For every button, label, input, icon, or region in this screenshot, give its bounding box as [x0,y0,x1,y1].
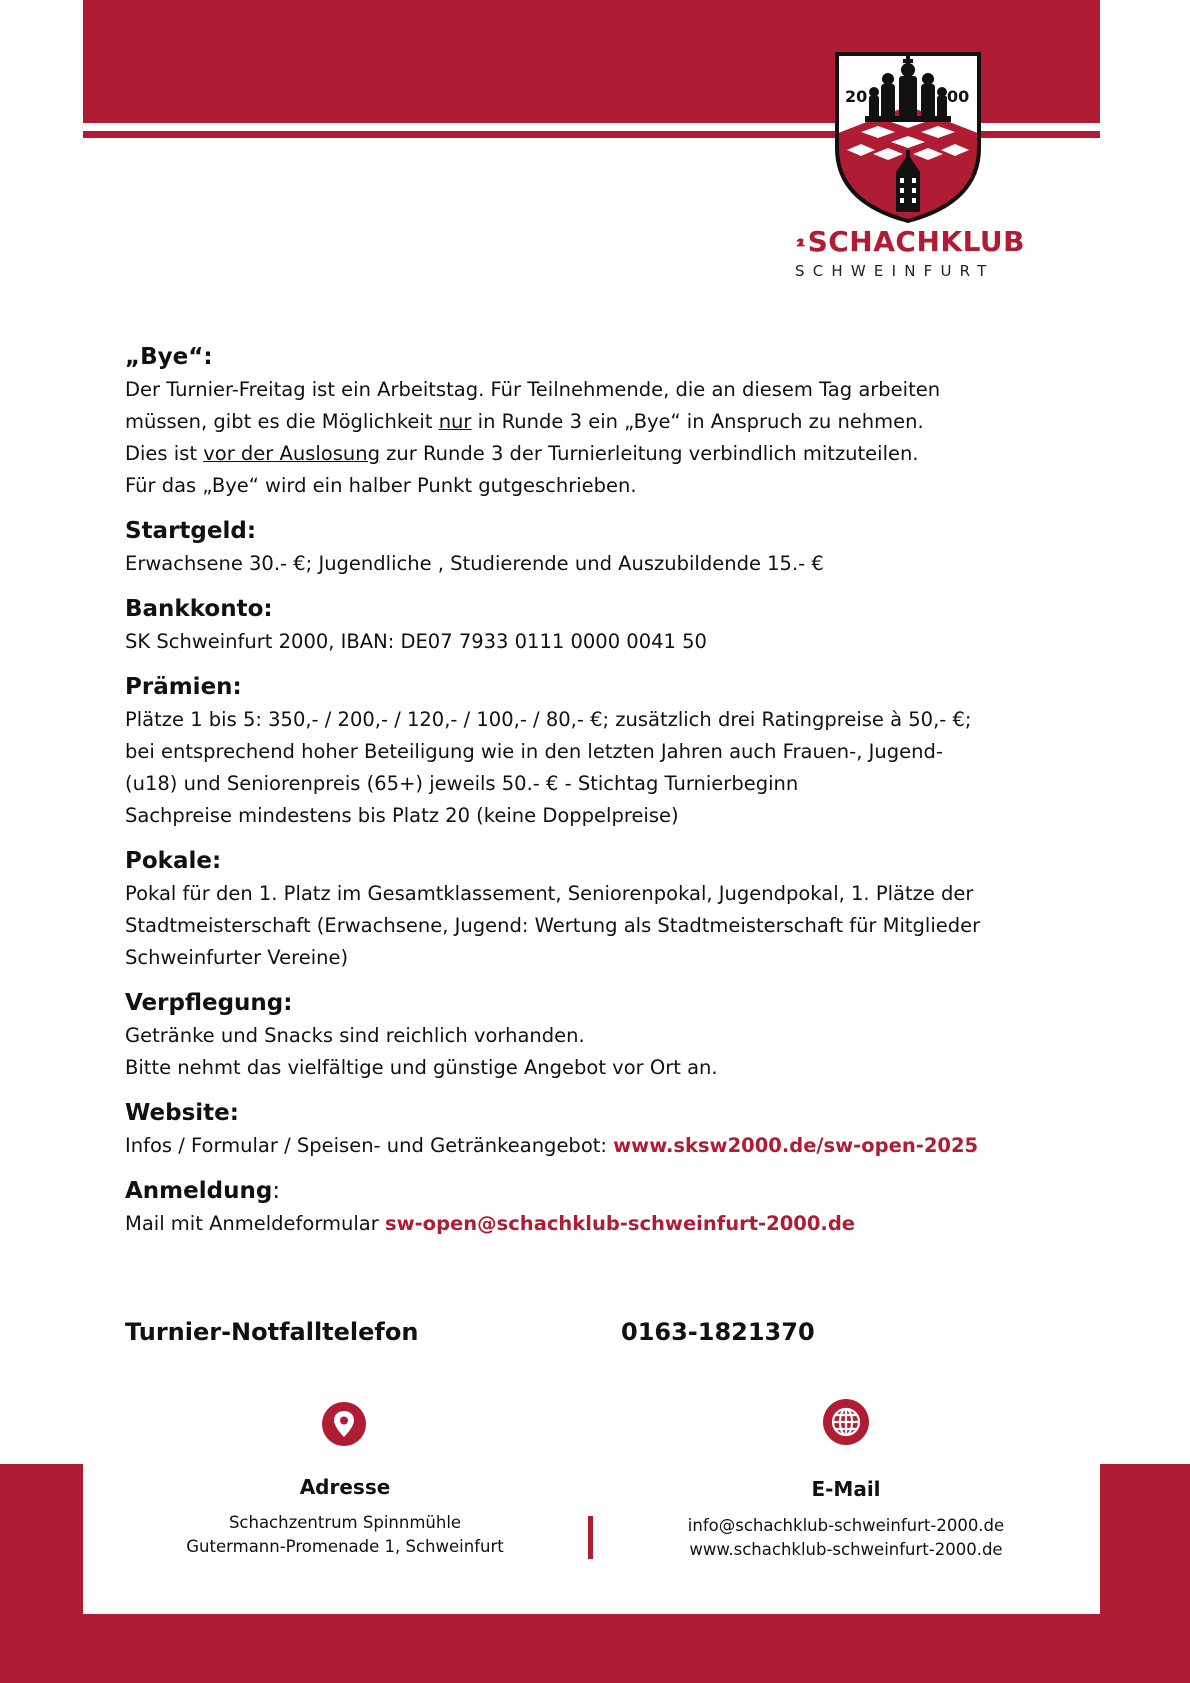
text: Mail mit Anmeldeformular [125,1212,385,1235]
text: Infos / Formular / Speisen- und Getränkeangebot: [125,1134,614,1157]
brand-name: SCHACHKLUB [807,225,1025,258]
website-text [125,1130,1075,1162]
text: in Runde 3 ein „Bye“ in Anspruch zu nehmen. [471,410,924,433]
underlined-text: nur [438,410,472,433]
section-heading: Bankkonto: [125,596,273,622]
pokale-line: Stadtmeisterschaft (Erwachsene, Jugend: Wertung als Stadtmeisterschaft für Mitglieder [125,914,981,937]
section-verpflegung [125,986,1075,1084]
text: : [272,1178,281,1204]
section-heading: Prämien: [125,674,242,700]
text: Dies ist [125,442,204,465]
underlined-text: vor der Auslosung [203,442,380,465]
email-block [636,1514,1056,1562]
hotline-number[interactable]: 0163-1821370 [621,1318,815,1346]
pokale-line: Schweinfurter Vereine) [125,946,349,969]
pokale-line: Pokal für den 1. Platz im Gesamtklassement, Seniorenpokal, Jugendpokal, 1. Plätze der [125,882,974,905]
section-pokale [125,844,1075,974]
brand-wordmark [795,225,1025,280]
crest-year-right: 00 [947,87,970,106]
bye-line-2 [125,406,1075,438]
address-block [150,1511,540,1559]
hotline-label: Turnier-Notfalltelefon [125,1318,419,1346]
email-title: E-Mail [811,1477,881,1501]
section-heading: Website: [125,1100,239,1126]
section-bankkonto [125,592,1075,658]
section-heading: „Bye“: [125,344,213,370]
section-bye [125,340,1075,502]
text: müssen, gibt es die Möglichkeit [125,410,439,433]
web-link[interactable]: www.schachklub-schweinfurt-2000.de [689,1540,1003,1559]
website-link[interactable]: www.sksw2000.de/sw-open-2025 [613,1134,979,1157]
address-title: Adresse [299,1475,391,1499]
address-line-1: Schachzentrum Spinnmühle [228,1513,462,1532]
startgeld-text: Erwachsene 30.- €; Jugendliche , Studierende und Auszubildende 15.- € [125,552,824,575]
section-website [125,1096,1075,1162]
text: Anmeldung [125,1178,273,1204]
bye-line-4: Für das „Bye“ wird ein halber Punkt gutgeschrieben. [125,474,637,497]
section-anmeldung [125,1174,1075,1240]
praemien-line: Plätze 1 bis 5: 350,- / 200,- / 120,- / 100,- / 80,- €; zusätzlich drei Ratingpreise à 50,- €; [125,708,972,731]
section-praemien [125,670,1075,832]
tournament-info [125,340,1075,1252]
verpflegung-line: Getränke und Snacks sind reichlich vorhanden. [125,1024,585,1047]
bankkonto-text: SK Schweinfurt 2000, IBAN: DE07 7933 0111 0000 0041 50 [125,630,707,653]
section-heading: Pokale: [125,848,222,874]
section-heading [125,1174,1075,1208]
praemien-line: bei entsprechend hoher Beteiligung wie in den letzten Jahren auch Frauen-, Jugend- [125,740,943,763]
location-pin-icon [322,1402,366,1446]
brand-city: SCHWEINFURT [795,262,995,280]
footer-divider [588,1516,593,1559]
verpflegung-line: Bitte nehmt das vielfältige und günstige Angebot vor Ort an. [125,1056,718,1079]
anmeldung-text [125,1208,1075,1240]
text: zur Runde 3 der Turnierleitung verbindlich mitzuteilen. [379,442,919,465]
section-heading: Verpflegung: [125,990,293,1016]
bye-line-3 [125,438,1075,470]
address-line-2: Gutermann-Promenade 1, Schweinfurt [186,1537,504,1556]
praemien-line: (u18) und Seniorenpreis (65+) jeweils 50.- € - Stichtag Turnierbeginn [125,772,799,795]
section-heading: Startgeld: [125,518,257,544]
praemien-line: Sachpreise mindestens bis Platz 20 (keine Doppelpreise) [125,804,679,827]
knight-icon [795,231,806,253]
club-crest-logo [833,50,983,225]
globe-icon [823,1399,869,1445]
email-link[interactable]: info@schachklub-schweinfurt-2000.de [687,1516,1005,1535]
anmeldung-email-link[interactable]: sw-open@schachklub-schweinfurt-2000.de [384,1212,855,1235]
section-startgeld [125,514,1075,580]
bye-line-1: Der Turnier-Freitag ist ein Arbeitstag. Für Teilnehmende, die an diesem Tag arbeiten [125,378,941,401]
crest-year-left: 20 [845,87,868,106]
